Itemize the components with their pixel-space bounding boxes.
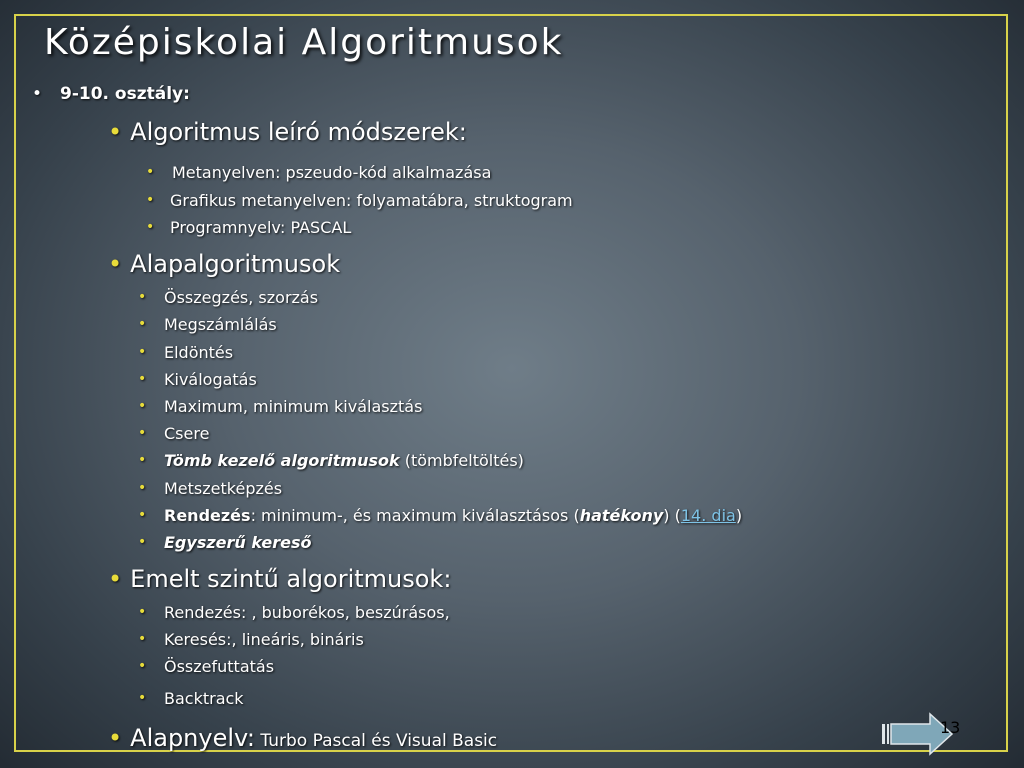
list-item: • Megszámlálás — [138, 315, 277, 334]
bullet-icon: • — [138, 344, 147, 360]
list-item: • Programnyelv: PASCAL — [146, 218, 352, 237]
list-item: • Tömb kezelő algoritmusok (tömbfeltöltés) — [138, 451, 524, 470]
list-item: • Összefuttatás — [138, 657, 275, 676]
bullet-icon: • — [138, 658, 147, 674]
list-item: • Metszetképzés — [138, 479, 283, 498]
list-item: • Grafikus metanyelven: folyamatábra, struktogram — [146, 191, 573, 210]
bullet-icon: • — [108, 565, 123, 593]
section-methods-heading: • Algoritmus leíró módszerek: — [108, 118, 467, 146]
bullet-icon: • — [138, 398, 147, 414]
section-base-language: • Alapnyelv: Turbo Pascal és Visual Basic — [108, 724, 498, 752]
list-item: • Maximum, minimum kiválasztás — [138, 397, 423, 416]
list-item: • Metanyelven: pszeudo-kód alkalmazása — [146, 163, 492, 182]
bullet-icon: • — [138, 289, 147, 305]
page-number: 13 — [940, 718, 961, 737]
bullet-icon: • — [108, 724, 123, 752]
bullet-icon: • — [138, 425, 147, 441]
bullet-icon: • — [138, 371, 147, 387]
list-item: • Rendezés: minimum-, és maximum kiválasztásos (hatékony) (14. dia) — [138, 506, 743, 525]
list-item: • Keresés:, lineáris, bináris — [138, 630, 364, 649]
bullet-icon: • — [138, 507, 147, 523]
slide-title: Középiskolai Algoritmusok — [44, 22, 564, 63]
bullet-icon: • — [108, 118, 123, 146]
bullet-icon: • — [32, 84, 43, 104]
list-item: • Backtrack — [138, 689, 244, 708]
section-advanced-algorithms-heading: • Emelt szintű algoritmusok: — [108, 565, 452, 593]
list-item: • Eldöntés — [138, 343, 234, 362]
list-item: • Összegzés, szorzás — [138, 288, 319, 307]
list-item: • Egyszerű kereső — [138, 533, 312, 552]
bullet-icon: • — [138, 534, 147, 550]
bullet-icon: • — [108, 250, 123, 278]
bullet-icon: • — [146, 219, 155, 235]
bullet-icon: • — [138, 316, 147, 332]
bullet-icon: • — [146, 164, 155, 180]
bullet-icon: • — [138, 480, 147, 496]
grade-label: 9-10. osztály: — [60, 84, 190, 104]
bullet-icon: • — [138, 604, 147, 620]
bullet-icon: • — [146, 192, 155, 208]
slide-14-link[interactable]: 14. dia — [680, 506, 736, 525]
list-item: • Csere — [138, 424, 210, 443]
grade-item — [32, 84, 190, 104]
list-item: • Rendezés: , buborékos, beszúrásos, — [138, 603, 450, 622]
bullet-icon: • — [138, 452, 147, 468]
bullet-icon: • — [138, 631, 147, 647]
section-basic-algorithms-heading: • Alapalgoritmusok — [108, 250, 341, 278]
list-item: • Kiválogatás — [138, 370, 257, 389]
bullet-icon: • — [138, 690, 147, 706]
